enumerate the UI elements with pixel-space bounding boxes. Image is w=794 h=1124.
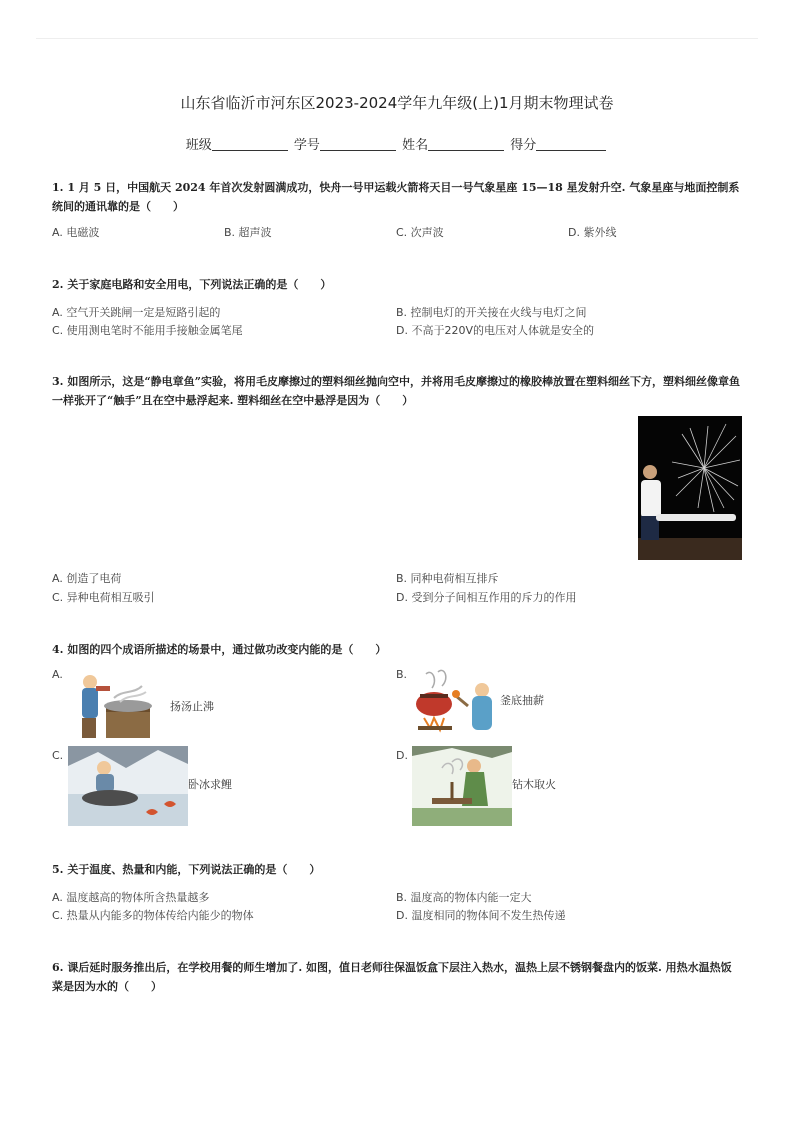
- q5-option-c[interactable]: C. 热量从内能多的物体传给内能少的物体: [52, 909, 254, 922]
- q4-option-b[interactable]: B.: [396, 668, 408, 681]
- student-info-row: [0, 134, 794, 153]
- q2-option-a[interactable]: A. 空气开关跳闸一定是短路引起的: [52, 306, 221, 319]
- student-id-blank[interactable]: [320, 137, 396, 151]
- q5-option-d[interactable]: D. 温度相同的物体间不发生热传递: [396, 909, 566, 922]
- q1-option-d[interactable]: D. 紫外线: [568, 226, 617, 239]
- page-title: 山东省临沂市河东区2023-2024学年九年级(上)1月期末物理试卷: [180, 94, 614, 112]
- question-5-stem: 关于温度、热量和内能，下列说法正确的是（ ）: [67, 863, 321, 876]
- header-rule: [36, 38, 758, 39]
- question-1-stem: 1 月 5 日，中国航天 2024 年首次发射圆满成功，快舟一号甲运载火箭将天目一号气象星座 15—18 星发射升空. 气象星座与地面控制系统间的通讯靠的是（ ）: [52, 181, 740, 213]
- question-3: 3. 如图所示，这是“静电章鱼”实验，将用毛皮摩擦过的塑料细丝抛向空中，并将用毛皮摩擦过的橡胶棒放置在塑料细丝下方，塑料细丝像章鱼一样张开了“触手”且在空中悬浮起来. 塑料细丝在空中悬浮是因为（ ）: [52, 375, 740, 407]
- q3-option-d[interactable]: D. 受到分子间相互作用的斥力的作用: [396, 591, 577, 604]
- q4-option-c[interactable]: C.: [52, 749, 64, 762]
- question-1: 1. 1 月 5 日，中国航天 2024 年首次发射圆满成功，快舟一号甲运载火箭将天目一号气象星座 15—18 星发射升空. 气象星座与地面控制系统间的通讯靠的是（ ）: [52, 181, 740, 213]
- q4-caption-a: 扬汤止沸: [170, 700, 214, 713]
- question-4: 4. 如图的四个成语所描述的场景中，通过做功改变内能的是（ ）: [52, 643, 387, 656]
- q4-caption-b: 釜底抽薪: [500, 694, 544, 707]
- q4-caption-c: 卧冰求鲤: [188, 778, 232, 791]
- q4-image-c: [68, 746, 188, 826]
- q1-option-c[interactable]: C. 次声波: [396, 226, 444, 239]
- q5-option-b[interactable]: B. 温度高的物体内能一定大: [396, 891, 532, 904]
- question-6-stem: 课后延时服务推出后，在学校用餐的师生增加了. 如图，值日老师往保温饭盒下层注入热水，温热上层不锈钢餐盘内的饭菜. 用热水温热饭菜是因为水的（ ）: [52, 961, 732, 993]
- q4-image-a: [70, 664, 166, 744]
- q4-image-d: [412, 746, 512, 826]
- question-4-stem: 如图的四个成语所描述的场景中，通过做功改变内能的是（ ）: [67, 643, 387, 656]
- q5-option-a[interactable]: A. 温度越高的物体所含热量越多: [52, 891, 210, 904]
- q2-option-d[interactable]: D. 不高于220V的电压对人体就是安全的: [396, 324, 594, 337]
- question-2-stem: 关于家庭电路和安全用电，下列说法正确的是（ ）: [67, 278, 332, 291]
- q1-option-a[interactable]: A. 电磁波: [52, 226, 100, 239]
- class-blank[interactable]: [212, 137, 288, 151]
- q4-image-b: [412, 666, 502, 742]
- q4-option-d[interactable]: D.: [396, 749, 408, 762]
- q2-option-b[interactable]: B. 控制电灯的开关接在火线与电灯之间: [396, 306, 587, 319]
- static-octopus-photo: [638, 416, 742, 560]
- score-blank[interactable]: [536, 137, 606, 151]
- q2-option-c[interactable]: C. 使用测电笔时不能用手接触金属笔尾: [52, 324, 243, 337]
- q3-option-b[interactable]: B. 同种电荷相互排斥: [396, 572, 499, 585]
- q4-caption-d: 钻木取火: [512, 778, 556, 791]
- name-blank[interactable]: [428, 137, 504, 151]
- question-5: 5. 关于温度、热量和内能，下列说法正确的是（ ）: [52, 863, 321, 876]
- q3-option-a[interactable]: A. 创造了电荷: [52, 572, 122, 585]
- q1-option-b[interactable]: B. 超声波: [224, 226, 272, 239]
- class-label: 班级: [185, 138, 212, 153]
- question-2: 2. 关于家庭电路和安全用电，下列说法正确的是（ ）: [52, 278, 332, 291]
- name-label: 姓名: [402, 138, 429, 153]
- static-octopus-illustration: [638, 416, 742, 560]
- question-6: 6. 课后延时服务推出后，在学校用餐的师生增加了. 如图，值日老师往保温饭盒下层注入热水，温热上层不锈钢餐盘内的饭菜. 用热水温热饭菜是因为水的（ ）: [52, 961, 732, 993]
- question-3-stem: 如图所示，这是“静电章鱼”实验，将用毛皮摩擦过的塑料细丝抛向空中，并将用毛皮摩擦过的橡胶棒放置在塑料细丝下方，塑料细丝像章鱼一样张开了“触手”且在空中悬浮起来. 塑料细丝在空中悬浮是因为（ ）: [52, 375, 740, 407]
- score-label: 得分: [510, 138, 537, 153]
- q3-option-c[interactable]: C. 异种电荷相互吸引: [52, 591, 155, 604]
- student-id-label: 学号: [293, 138, 320, 153]
- q4-option-a[interactable]: A.: [52, 668, 63, 681]
